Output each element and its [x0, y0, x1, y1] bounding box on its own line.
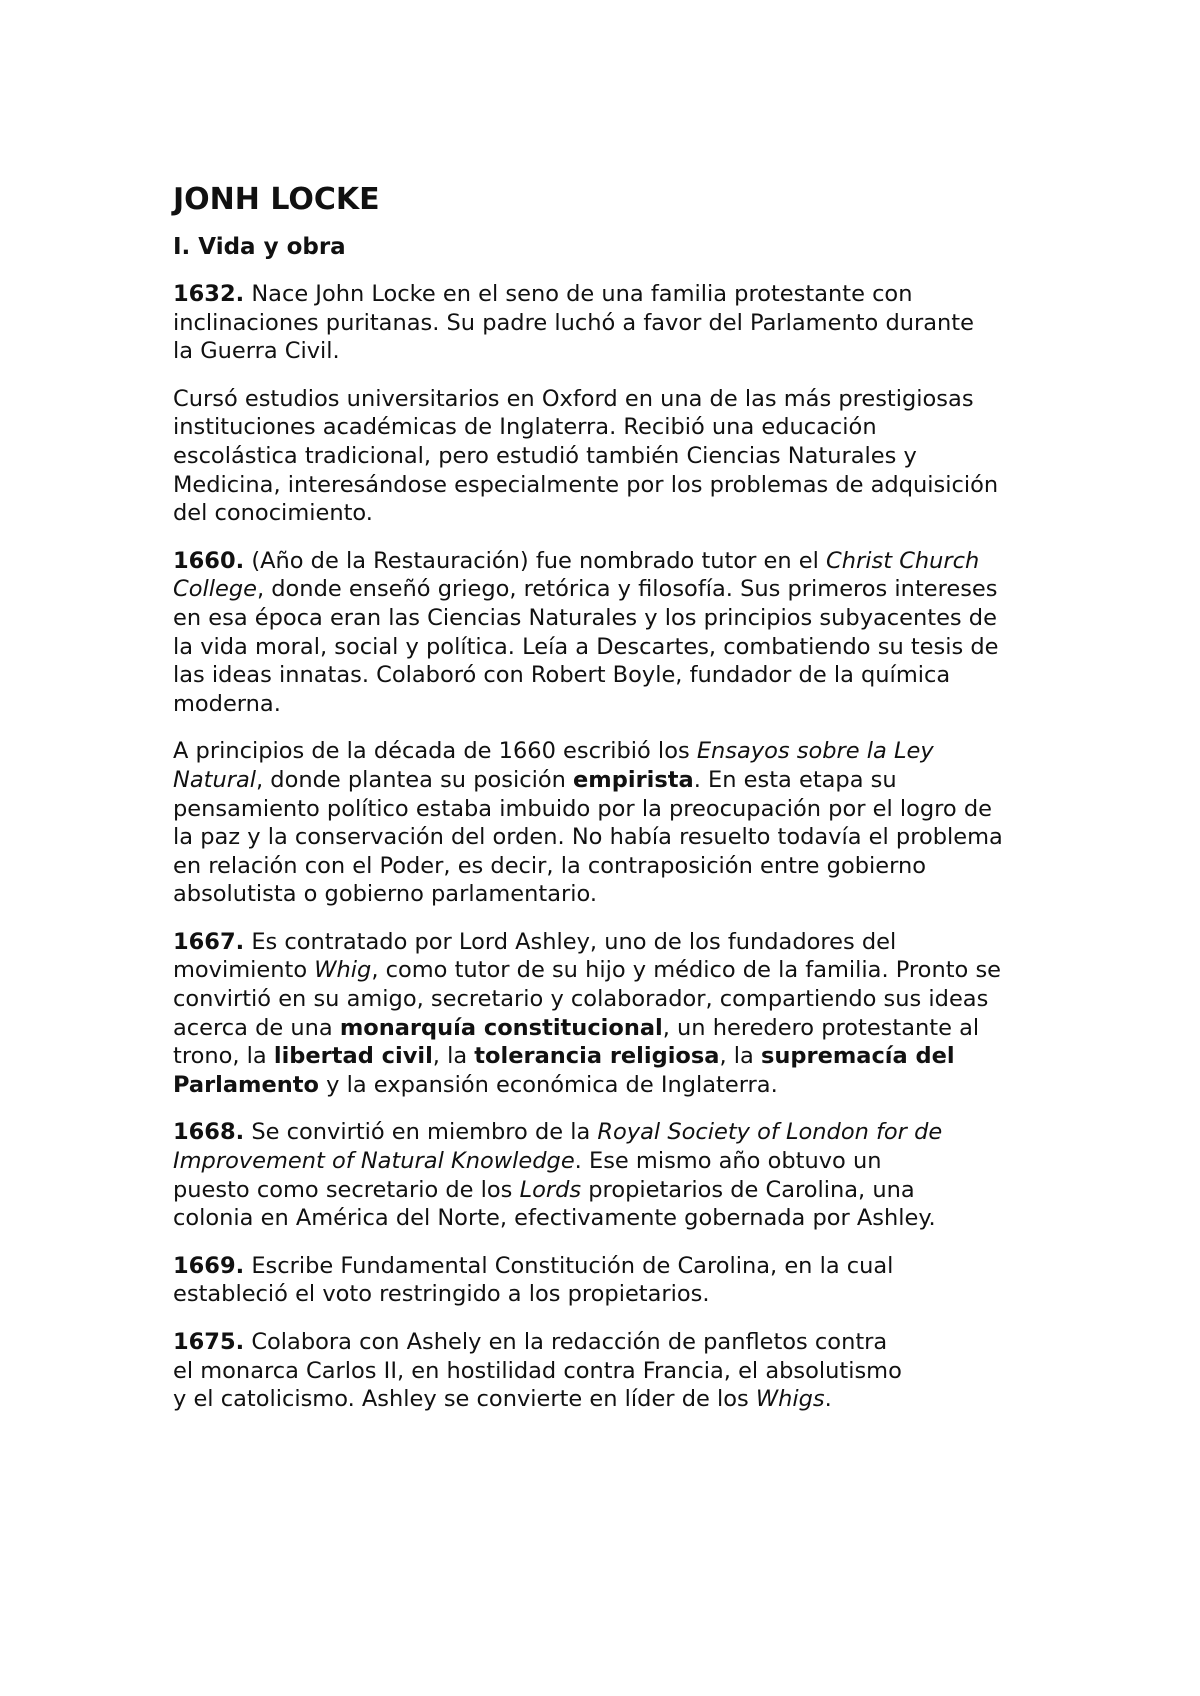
paragraph — [173, 928, 1073, 1100]
text-run: . Ese mismo año obtuvo un — [574, 1148, 882, 1175]
italic-text: Improvement of Natural Knowledge — [173, 1148, 575, 1175]
text-line — [173, 1042, 1073, 1071]
text-run: puesto como secretario de los — [173, 1176, 520, 1203]
text-run: , un heredero protestante al — [662, 1014, 980, 1041]
text-run: Escribe Fundamental Constitución de Carolina, en la cual — [244, 1252, 894, 1279]
text-line — [173, 471, 1073, 500]
text-run: Medicina, interesándose especialmente por los problemas de adquisición — [173, 471, 999, 498]
text-run: escolástica tradicional, pero estudió también Ciencias Naturales y — [173, 442, 917, 469]
paragraph — [173, 737, 1073, 909]
text-line — [173, 1204, 1073, 1233]
text-run: . — [824, 1386, 832, 1413]
text-run: Colabora con Ashely en la redacción de panfletos contra — [244, 1329, 888, 1355]
bold-text: 1668. — [173, 1119, 245, 1146]
text-line — [173, 956, 1073, 985]
bold-text: Parlamento — [173, 1071, 319, 1098]
bold-text: 1632. — [173, 281, 245, 307]
text-run: , la — [719, 1043, 761, 1070]
text-line — [173, 1357, 1073, 1386]
text-run: en esa época eran las Ciencias Naturales y los principios subyacentes de — [173, 604, 997, 631]
italic-text: Christ Church — [826, 547, 980, 574]
text-run: las ideas innatas. Colaboró con Robert Boyle, fundador de la química — [173, 662, 951, 689]
text-run: . En esta etapa su — [693, 766, 897, 793]
text-run: Se convirtió en miembro de la — [244, 1119, 598, 1146]
text-line — [173, 442, 1073, 471]
paragraph — [173, 547, 1073, 719]
bold-text: supremacía del — [760, 1043, 955, 1070]
text-run: , la — [432, 1043, 475, 1070]
text-line — [173, 1280, 1073, 1309]
bold-text: tolerancia religiosa — [474, 1043, 720, 1070]
text-run: , donde plantea su posición — [256, 766, 574, 793]
text-run: el monarca Carlos II, en hostilidad contra Francia, el absolutismo — [173, 1357, 902, 1384]
text-line — [173, 280, 1073, 309]
italic-text: Lords — [519, 1176, 582, 1203]
text-run: absolutista o gobierno parlamentario. — [173, 881, 598, 908]
text-run: la vida moral, social y política. Leía a Descartes, combatiendo su tesis de — [173, 633, 999, 660]
text-run: movimiento — [173, 957, 315, 984]
text-run: la Guerra Civil. — [173, 338, 340, 365]
paragraph — [173, 1118, 1073, 1232]
text-line — [173, 499, 1073, 528]
text-run: inclinaciones puritanas. Su padre luchó a favor del Parlamento durante — [173, 309, 974, 336]
text-run: A principios de la década de 1660 escribió los — [173, 738, 697, 765]
text-run: la paz y la conservación del orden. No había resuelto todavía el problema — [173, 824, 1003, 851]
text-line — [173, 1071, 1073, 1100]
text-line — [173, 633, 1073, 662]
text-run: pensamiento político estaba imbuido por la preocupación por el logro de — [173, 795, 992, 822]
text-run: y la expansión económica de Inglaterra. — [319, 1071, 778, 1098]
bold-text: 1660. — [173, 547, 245, 574]
text-run: y el catolicismo. Ashley se convierte en líder de los — [173, 1386, 756, 1413]
text-line — [173, 661, 1073, 690]
section-heading: I. Vida y obra — [173, 234, 346, 260]
text-run: acerca de una — [173, 1014, 340, 1041]
text-run: del conocimiento. — [173, 500, 373, 527]
text-line — [173, 413, 1073, 442]
italic-text: Royal Society of London for de — [597, 1119, 943, 1146]
text-run: trono, la — [173, 1043, 274, 1070]
text-run: , como tutor de su hijo y médico de la familia. Pronto se — [371, 957, 1002, 984]
text-line — [173, 852, 1073, 881]
text-line — [173, 737, 1073, 766]
bold-text: 1675. — [173, 1329, 245, 1355]
text-line — [173, 604, 1073, 633]
text-line — [173, 1252, 1073, 1281]
document-page — [173, 180, 1073, 1433]
italic-text: Natural — [173, 766, 256, 793]
text-line — [173, 1014, 1073, 1043]
text-run: (Año de la Restauración) fue nombrado tutor en el — [244, 547, 827, 574]
bold-text: libertad civil — [273, 1043, 433, 1070]
italic-text: Whig — [314, 957, 372, 984]
text-run: , donde enseñó griego, retórica y filosofía. Sus primeros intereses — [256, 576, 998, 603]
text-line — [173, 766, 1073, 795]
paragraph — [173, 1328, 1073, 1414]
text-run: colonia en América del Norte, efectivamente gobernada por Ashley. — [173, 1205, 936, 1232]
bold-text: 1667. — [173, 928, 245, 955]
text-line — [173, 385, 1073, 414]
text-line — [173, 575, 1073, 604]
text-line — [173, 1385, 1073, 1414]
text-line — [173, 928, 1073, 957]
bold-text: 1669. — [173, 1252, 245, 1279]
text-line — [173, 1118, 1073, 1147]
text-line — [173, 795, 1073, 824]
document-body — [173, 280, 1073, 1414]
text-line — [173, 690, 1073, 719]
text-line — [173, 309, 1073, 338]
text-run: Nace John Locke en el seno de una familia protestante con — [244, 281, 913, 307]
paragraph — [173, 1252, 1073, 1309]
text-run: moderna. — [173, 690, 281, 717]
text-line — [173, 1176, 1073, 1205]
text-run: en relación con el Poder, es decir, la contraposición entre gobierno — [173, 852, 926, 879]
text-run: estableció el voto restringido a los propietarios. — [173, 1281, 710, 1308]
bold-text: monarquía constitucional — [339, 1014, 663, 1041]
text-line — [173, 985, 1073, 1014]
paragraph — [173, 385, 1073, 528]
text-line — [173, 547, 1073, 576]
paragraph — [173, 280, 1073, 366]
text-run: Cursó estudios universitarios en Oxford en una de las más prestigiosas — [173, 385, 974, 412]
text-run: Es contratado por Lord Ashley, uno de los fundadores del — [244, 928, 897, 955]
text-run: convirtió en su amigo, secretario y colaborador, compartiendo sus ideas — [173, 986, 989, 1013]
text-line — [173, 880, 1073, 909]
italic-text: Whigs — [755, 1386, 825, 1413]
text-line — [173, 1147, 1073, 1176]
text-line — [173, 1328, 1073, 1357]
text-line — [173, 823, 1073, 852]
text-run: instituciones académicas de Inglaterra. Recibió una educación — [173, 414, 877, 441]
text-run: propietarios de Carolina, una — [581, 1176, 915, 1203]
italic-text: Ensayos sobre la Ley — [696, 738, 934, 765]
italic-text: College — [173, 576, 257, 603]
text-line — [173, 337, 1073, 366]
bold-text: empirista — [573, 766, 694, 793]
document-title: JONH LOCKE — [173, 182, 380, 217]
